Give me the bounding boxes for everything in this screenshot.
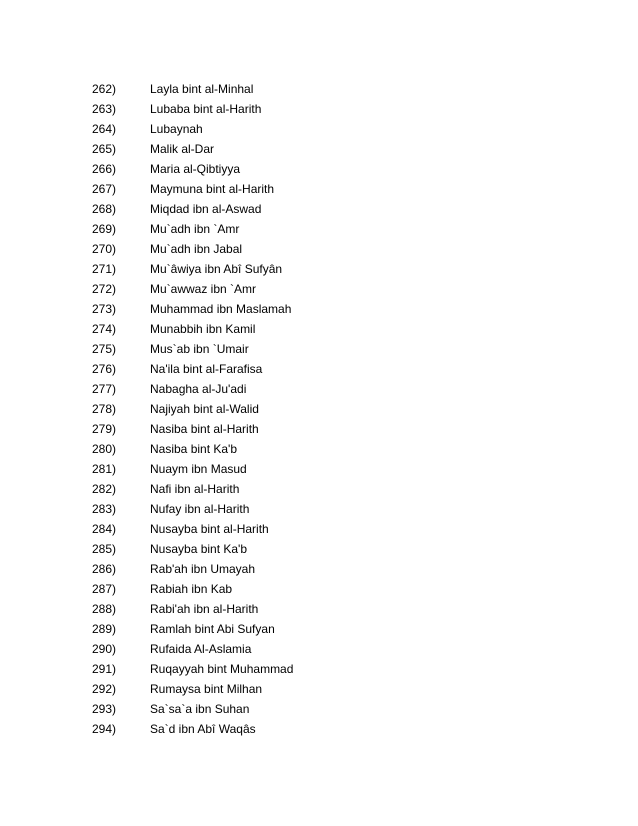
item-number: 287) <box>92 582 117 596</box>
list-item <box>92 419 293 439</box>
list-item <box>92 699 293 719</box>
item-number: 285) <box>92 542 117 556</box>
item-name: Rab'ah ibn Umayah <box>150 562 256 576</box>
list-item <box>92 79 293 99</box>
list-item <box>92 579 293 599</box>
item-name: Najiyah bint al-Walid <box>150 402 259 416</box>
item-name: Rabi'ah ibn al-Harith <box>150 602 259 616</box>
item-name: Maria al-Qibtiyya <box>150 162 241 176</box>
list-item <box>92 119 293 139</box>
list-item <box>92 239 293 259</box>
list-item <box>92 339 293 359</box>
list-item <box>92 619 293 639</box>
item-number: 281) <box>92 462 117 476</box>
list-item <box>92 519 293 539</box>
list-item <box>92 279 293 299</box>
item-number: 262) <box>92 82 117 96</box>
item-number: 292) <box>92 682 117 696</box>
item-number: 267) <box>92 182 117 196</box>
item-name: Nufay ibn al-Harith <box>150 502 250 516</box>
item-name: Malik al-Dar <box>150 142 215 156</box>
item-name: Lubaynah <box>150 122 203 136</box>
item-number: 279) <box>92 422 117 436</box>
item-number: 271) <box>92 262 117 276</box>
item-number: 263) <box>92 102 117 116</box>
item-name: Mus`ab ibn `Umair <box>150 342 249 356</box>
item-number: 289) <box>92 622 117 636</box>
list-item <box>92 359 293 379</box>
list-item <box>92 539 293 559</box>
item-number: 282) <box>92 482 117 496</box>
item-name: Layla bint al-Minhal <box>150 82 254 96</box>
list-item <box>92 719 293 739</box>
item-number: 288) <box>92 602 117 616</box>
item-name: Munabbih ibn Kamil <box>150 322 256 336</box>
item-number: 274) <box>92 322 117 336</box>
list-item <box>92 139 293 159</box>
item-name: Nabagha al-Ju'adi <box>150 382 247 396</box>
list-item <box>92 439 293 459</box>
item-name: Nasiba bint al-Harith <box>150 422 259 436</box>
item-name: Mu`âwiya ibn Abî Sufyân <box>150 262 283 276</box>
item-number: 286) <box>92 562 117 576</box>
list-item <box>92 199 293 219</box>
numbered-name-list <box>92 79 293 739</box>
item-name: Nuaym ibn Masud <box>150 462 247 476</box>
list-item <box>92 379 293 399</box>
item-name: Rabiah ibn Kab <box>150 582 233 596</box>
list-item <box>92 259 293 279</box>
item-name: Miqdad ibn al-Aswad <box>150 202 262 216</box>
list-item <box>92 679 293 699</box>
item-number: 293) <box>92 702 117 716</box>
item-name: Lubaba bint al-Harith <box>150 102 262 116</box>
list-item <box>92 559 293 579</box>
item-name: Nusayba bint Ka'b <box>150 542 248 556</box>
item-name: Rufaida Al-Aslamia <box>150 642 252 656</box>
item-number: 291) <box>92 662 117 676</box>
item-number: 264) <box>92 122 117 136</box>
item-name: Rumaysa bint Milhan <box>150 682 263 696</box>
item-number: 273) <box>92 302 117 316</box>
list-item <box>92 599 293 619</box>
list-item <box>92 299 293 319</box>
item-number: 277) <box>92 382 117 396</box>
item-name: Ramlah bint Abi Sufyan <box>150 622 275 636</box>
list-item <box>92 399 293 419</box>
item-name: Nafi ibn al-Harith <box>150 482 240 496</box>
list-item <box>92 499 293 519</box>
list-item <box>92 219 293 239</box>
list-item <box>92 99 293 119</box>
item-name: Maymuna bint al-Harith <box>150 182 275 196</box>
item-name: Muhammad ibn Maslamah <box>150 302 292 316</box>
item-number: 276) <box>92 362 117 376</box>
item-number: 280) <box>92 442 117 456</box>
item-name: Sa`sa`a ibn Suhan <box>150 702 250 716</box>
item-number: 278) <box>92 402 117 416</box>
item-name: Nusayba bint al-Harith <box>150 522 269 536</box>
item-number: 283) <box>92 502 117 516</box>
list-item <box>92 159 293 179</box>
list-item <box>92 639 293 659</box>
item-number: 268) <box>92 202 117 216</box>
item-number: 290) <box>92 642 117 656</box>
item-number: 272) <box>92 282 117 296</box>
list-item <box>92 479 293 499</box>
item-name: Mu`adh ibn `Amr <box>150 222 240 236</box>
list-item <box>92 319 293 339</box>
list-item <box>92 179 293 199</box>
list-item <box>92 459 293 479</box>
item-number: 265) <box>92 142 117 156</box>
list-item <box>92 659 293 679</box>
item-number: 266) <box>92 162 117 176</box>
item-name: Ruqayyah bint Muhammad <box>150 662 294 676</box>
item-name: Sa`d ibn Abî Waqâs <box>150 722 256 736</box>
item-name: Na'ila bint al-Farafisa <box>150 362 263 376</box>
item-name: Mu`awwaz ibn `Amr <box>150 282 257 296</box>
item-number: 284) <box>92 522 117 536</box>
item-number: 269) <box>92 222 117 236</box>
item-number: 275) <box>92 342 117 356</box>
item-number: 270) <box>92 242 117 256</box>
item-number: 294) <box>92 722 117 736</box>
item-name: Mu`adh ibn Jabal <box>150 242 243 256</box>
item-name: Nasiba bint Ka'b <box>150 442 238 456</box>
